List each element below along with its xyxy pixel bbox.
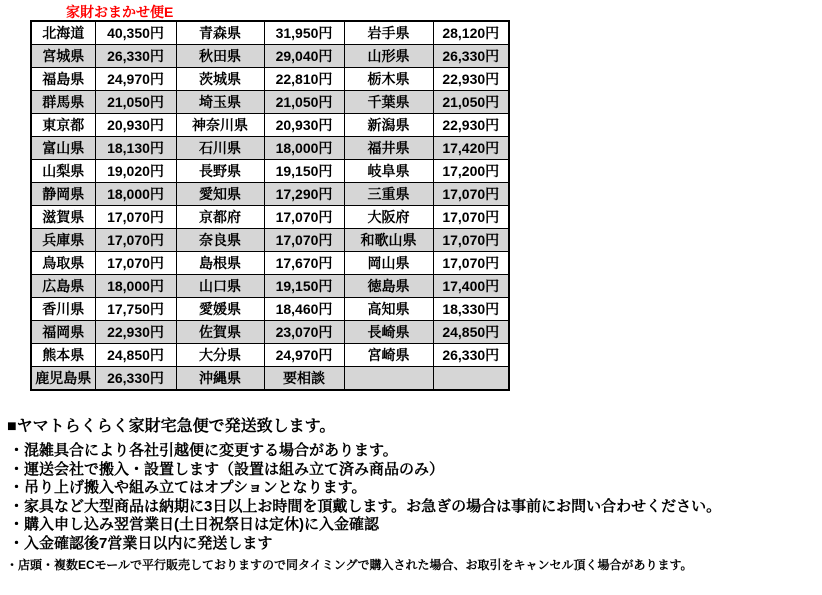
price-cell: 23,070円 <box>264 321 344 344</box>
price-cell: 要相談 <box>264 367 344 391</box>
price-cell: 22,810円 <box>264 68 344 91</box>
price-cell: 20,930円 <box>95 114 176 137</box>
price-cell: 24,970円 <box>95 68 176 91</box>
prefecture-cell: 奈良県 <box>176 229 264 252</box>
price-cell: 26,330円 <box>433 344 509 367</box>
prefecture-cell: 滋賀県 <box>31 206 95 229</box>
note-line: ・吊り上げ搬入や組み立てはオプションとなります。 <box>9 479 367 496</box>
prefecture-cell: 宮城県 <box>31 45 95 68</box>
prefecture-cell: 長野県 <box>176 160 264 183</box>
shipping-notes-heading: ■ヤマトらくらく家財宅急便で発送致します。 <box>7 418 336 435</box>
prefecture-cell: 富山県 <box>31 137 95 160</box>
price-cell: 26,330円 <box>433 45 509 68</box>
price-cell: 18,000円 <box>264 137 344 160</box>
prefecture-cell: 群馬県 <box>31 91 95 114</box>
note-line: ・混雑具合により各社引越便に変更する場合があります。 <box>9 442 398 459</box>
table-row <box>31 45 509 68</box>
table-row <box>31 344 509 367</box>
price-cell: 19,150円 <box>264 275 344 298</box>
price-cell: 28,120円 <box>433 21 509 45</box>
cancel-policy-footnote: ・店頭・複数ECモールで平行販売しておりますので同タイミングで購入された場合、お取引をキャンセル頂く場合があります。 <box>6 558 693 572</box>
table-row <box>31 114 509 137</box>
price-cell: 17,070円 <box>433 206 509 229</box>
price-cell: 20,930円 <box>264 114 344 137</box>
table-row <box>31 229 509 252</box>
prefecture-cell: 大阪府 <box>344 206 433 229</box>
prefecture-cell: 静岡県 <box>31 183 95 206</box>
prefecture-cell: 山梨県 <box>31 160 95 183</box>
prefecture-cell: 宮崎県 <box>344 344 433 367</box>
prefecture-cell: 千葉県 <box>344 91 433 114</box>
price-cell: 22,930円 <box>433 68 509 91</box>
price-cell: 29,040円 <box>264 45 344 68</box>
price-cell: 26,330円 <box>95 45 176 68</box>
table-row <box>31 275 509 298</box>
price-cell: 17,070円 <box>433 183 509 206</box>
price-cell: 18,000円 <box>95 183 176 206</box>
price-cell: 31,950円 <box>264 21 344 45</box>
prefecture-cell: 茨城県 <box>176 68 264 91</box>
price-cell: 19,020円 <box>95 160 176 183</box>
prefecture-cell: 福井県 <box>344 137 433 160</box>
prefecture-cell: 三重県 <box>344 183 433 206</box>
price-cell: 17,070円 <box>264 206 344 229</box>
price-cell: 17,070円 <box>95 229 176 252</box>
price-cell: 24,850円 <box>433 321 509 344</box>
price-cell: 17,070円 <box>95 206 176 229</box>
price-cell: 17,290円 <box>264 183 344 206</box>
price-cell: 17,200円 <box>433 160 509 183</box>
prefecture-cell: 東京都 <box>31 114 95 137</box>
prefecture-cell: 山形県 <box>344 45 433 68</box>
price-cell: 18,000円 <box>95 275 176 298</box>
note-line: ・購入申し込み翌営業日(土日祝祭日は定休)に入金確認 <box>9 516 379 533</box>
prefecture-cell: 栃木県 <box>344 68 433 91</box>
prefecture-cell: 和歌山県 <box>344 229 433 252</box>
prefecture-cell: 愛媛県 <box>176 298 264 321</box>
table-row <box>31 21 509 45</box>
prefecture-cell: 大分県 <box>176 344 264 367</box>
price-cell: 17,070円 <box>95 252 176 275</box>
prefecture-cell: 石川県 <box>176 137 264 160</box>
price-cell: 18,460円 <box>264 298 344 321</box>
prefecture-cell: 高知県 <box>344 298 433 321</box>
table-row <box>31 91 509 114</box>
shipping-fee-table <box>30 20 510 391</box>
price-cell: 22,930円 <box>433 114 509 137</box>
prefecture-cell: 神奈川県 <box>176 114 264 137</box>
prefecture-cell: 岩手県 <box>344 21 433 45</box>
prefecture-cell: 広島県 <box>31 275 95 298</box>
price-cell: 17,750円 <box>95 298 176 321</box>
prefecture-cell: 愛知県 <box>176 183 264 206</box>
prefecture-cell: 兵庫県 <box>31 229 95 252</box>
price-cell: 18,330円 <box>433 298 509 321</box>
price-cell: 26,330円 <box>95 367 176 391</box>
table-row <box>31 298 509 321</box>
prefecture-cell: 京都府 <box>176 206 264 229</box>
price-cell: 24,970円 <box>264 344 344 367</box>
price-cell <box>433 367 509 391</box>
price-cell: 18,130円 <box>95 137 176 160</box>
prefecture-cell: 島根県 <box>176 252 264 275</box>
prefecture-cell: 岡山県 <box>344 252 433 275</box>
prefecture-cell: 沖縄県 <box>176 367 264 391</box>
price-cell: 19,150円 <box>264 160 344 183</box>
price-cell: 17,420円 <box>433 137 509 160</box>
price-cell: 21,050円 <box>95 91 176 114</box>
prefecture-cell: 北海道 <box>31 21 95 45</box>
note-line: ・運送会社で搬入・設置します（設置は組み立て済み商品のみ） <box>9 460 445 478</box>
price-cell: 17,070円 <box>433 229 509 252</box>
price-cell: 17,670円 <box>264 252 344 275</box>
price-cell: 21,050円 <box>264 91 344 114</box>
prefecture-cell: 長崎県 <box>344 321 433 344</box>
prefecture-cell: 佐賀県 <box>176 321 264 344</box>
prefecture-cell: 鹿児島県 <box>31 367 95 391</box>
price-cell: 17,400円 <box>433 275 509 298</box>
notes-list <box>9 442 721 553</box>
fee-table-body <box>31 21 509 390</box>
price-cell: 40,350円 <box>95 21 176 45</box>
prefecture-cell: 徳島県 <box>344 275 433 298</box>
prefecture-cell: 新潟県 <box>344 114 433 137</box>
table-row <box>31 367 509 391</box>
table-row <box>31 206 509 229</box>
table-row <box>31 160 509 183</box>
prefecture-cell: 熊本県 <box>31 344 95 367</box>
prefecture-cell: 福島県 <box>31 68 95 91</box>
shipping-plan-title: 家財おまかせ便E <box>66 4 174 20</box>
prefecture-cell <box>344 367 433 391</box>
prefecture-cell: 鳥取県 <box>31 252 95 275</box>
prefecture-cell: 岐阜県 <box>344 160 433 183</box>
prefecture-cell: 香川県 <box>31 298 95 321</box>
table-row <box>31 68 509 91</box>
table-row <box>31 137 509 160</box>
prefecture-cell: 埼玉県 <box>176 91 264 114</box>
prefecture-cell: 秋田県 <box>176 45 264 68</box>
table-row <box>31 252 509 275</box>
prefecture-cell: 山口県 <box>176 275 264 298</box>
prefecture-cell: 青森県 <box>176 21 264 45</box>
price-cell: 24,850円 <box>95 344 176 367</box>
table-row <box>31 321 509 344</box>
note-line: ・入金確認後7営業日以内に発送します <box>9 534 273 552</box>
price-cell: 17,070円 <box>433 252 509 275</box>
price-cell: 22,930円 <box>95 321 176 344</box>
table-row <box>31 183 509 206</box>
price-cell: 17,070円 <box>264 229 344 252</box>
note-line: ・家具など大型商品は納期に3日以上お時間を頂戴します。お急ぎの場合は事前にお問い合わせください。 <box>9 497 722 515</box>
prefecture-cell: 福岡県 <box>31 321 95 344</box>
price-cell: 21,050円 <box>433 91 509 114</box>
